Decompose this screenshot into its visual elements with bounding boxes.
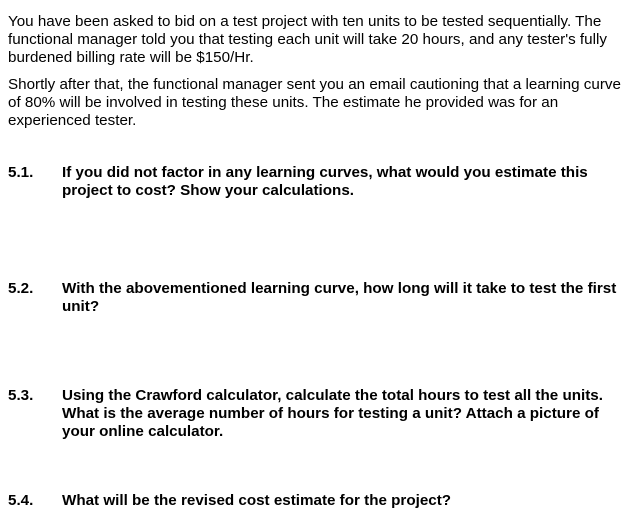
question-text: With the abovementioned learning curve, how long will it take to test the first unit? [62,280,617,315]
question-number: 5.2. [8,280,34,297]
question-number: 5.1. [8,164,34,181]
intro-paragraph-1: You have been asked to bid on a test project with ten units to be tested sequentially. The functional manager told you that testing each unit will take 20 hours, and any tester's fully burdened billing rate will be $150/Hr. [8,13,607,66]
intro-paragraph-2: Shortly after that, the functional manager sent you an email cautioning that a learning curve of 80% will be involved in testing these units. The estimate he provided was for an experienced tester. [8,76,621,129]
question-text: If you did not factor in any learning curves, what would you estimate this project to cost? Show your calculations. [62,164,588,199]
question-text: Using the Crawford calculator, calculate the total hours to test all the units. What is the average number of hours for testing a unit? Attach a picture of your online calculator. [62,387,603,440]
question-text: What will be the revised cost estimate for the project? [62,492,452,509]
question-number: 5.4. [8,492,34,509]
question-number: 5.3. [8,387,34,404]
